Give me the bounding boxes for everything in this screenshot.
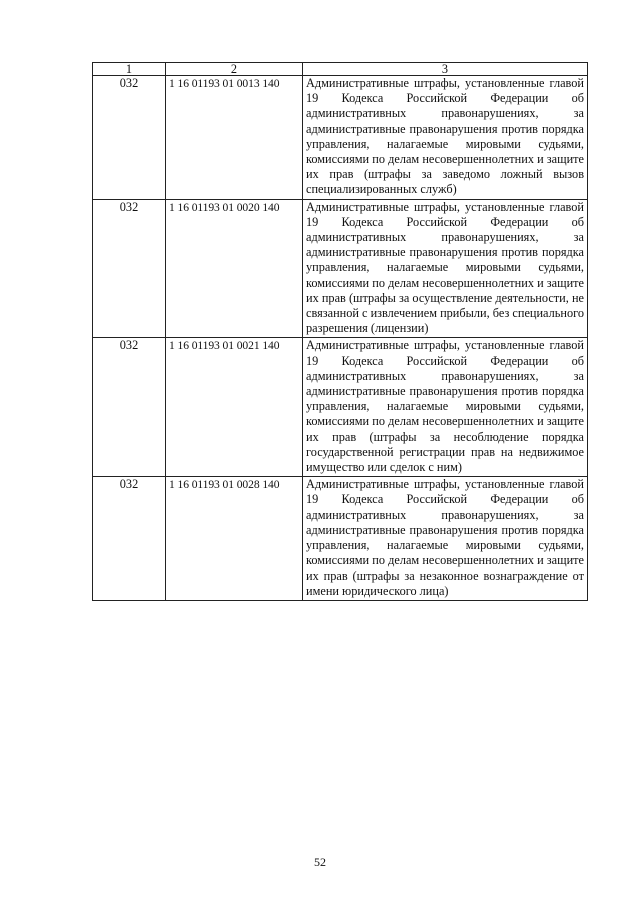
table-row (93, 76, 588, 200)
kbk-code-cell: 1 16 01193 01 0020 140 (166, 199, 303, 338)
budget-classification-table (92, 62, 588, 601)
column-header-2: 2 (166, 63, 303, 76)
table-row (93, 477, 588, 601)
table-body (93, 76, 588, 601)
kbk-code-cell: 1 16 01193 01 0021 140 (166, 338, 303, 477)
kbk-code-cell: 1 16 01193 01 0028 140 (166, 477, 303, 601)
column-header-3: 3 (303, 63, 588, 76)
admin-code-cell: 032 (93, 199, 166, 338)
header-row (93, 63, 588, 76)
table-header (93, 63, 588, 76)
page-number: 52 (314, 855, 326, 869)
admin-code-cell: 032 (93, 338, 166, 477)
kbk-code-cell: 1 16 01193 01 0013 140 (166, 76, 303, 200)
description-cell: Административные штрафы, установленные главой 19 Кодекса Российской Федерации об административных правонарушениях, за административные правонарушения против порядка управления, налагаемые мировыми судьями, комиссиями по делам несовершеннолетних и защите их прав (штрафы за незаконное вознаграждение от имени юридического лица) (303, 477, 588, 601)
description-cell: Административные штрафы, установленные главой 19 Кодекса Российской Федерации об административных правонарушениях, за административные правонарушения против порядка управления, налагаемые мировыми судьями, комиссиями по делам несовершеннолетних и защите их прав (штрафы за осуществление деятельности, не связанной с извлечением прибыли, без специального разрешения (лицензии) (303, 199, 588, 338)
table-row (93, 199, 588, 338)
admin-code-cell: 032 (93, 477, 166, 601)
description-cell: Административные штрафы, установленные главой 19 Кодекса Российской Федерации об административных правонарушениях, за административные правонарушения против порядка управления, налагаемые мировыми судьями, комиссиями по делам несовершеннолетних и защите их прав (штрафы за несоблюдение порядка государственной регистрации прав на недвижимое имущество или сделок с ним) (303, 338, 588, 477)
description-cell: Административные штрафы, установленные главой 19 Кодекса Российской Федерации об административных правонарушениях, за административные правонарушения против порядка управления, налагаемые мировыми судьями, комиссиями по делам несовершеннолетних и защите их прав (штрафы за заведомо ложный вызов специализированных служб) (303, 76, 588, 200)
table-row (93, 338, 588, 477)
column-header-1: 1 (93, 63, 166, 76)
admin-code-cell: 032 (93, 76, 166, 200)
